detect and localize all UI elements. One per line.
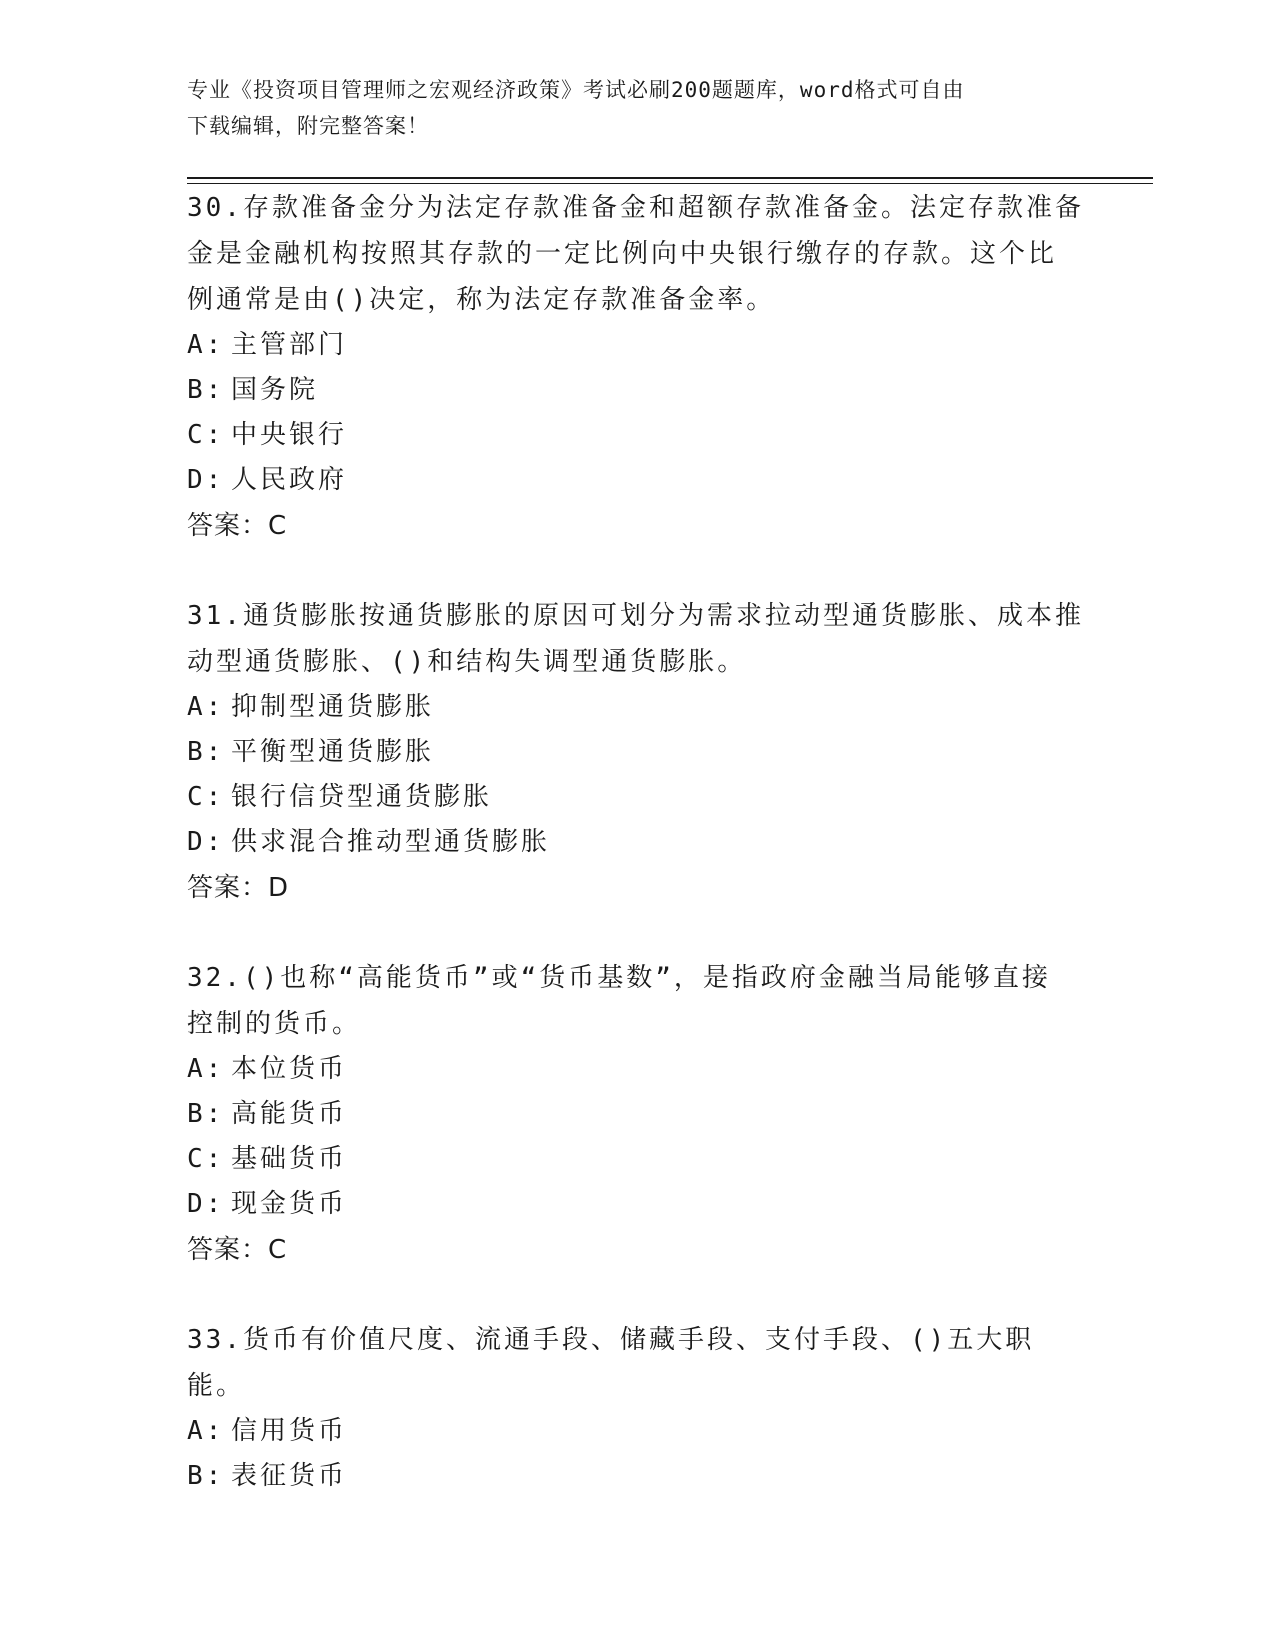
option-letter: A:: [187, 330, 225, 360]
option-letter: D:: [187, 1189, 225, 1219]
option-letter: D:: [187, 465, 225, 495]
option-d: [187, 458, 1087, 503]
option-d: [187, 820, 1087, 865]
option-letter: C:: [187, 782, 225, 812]
option-b: [187, 730, 1087, 775]
question-text-line: 32.()也称“高能货币”或“货币基数”，是指政府金融当局能够直接: [187, 963, 1051, 993]
option-text: 人民政府: [231, 465, 348, 495]
header-line-1: 专业《投资项目管理师之宏观经济政策》考试必刷200题题库，word格式可自由: [187, 78, 965, 102]
option-letter: A:: [187, 1416, 225, 1446]
option-c: [187, 775, 1087, 820]
option-letter: B:: [187, 375, 225, 405]
answer-line: 答案：C: [187, 511, 288, 541]
document-header: [187, 72, 1067, 144]
question-text-line: 金是金融机构按照其存款的一定比例向中央银行缴存的存款。这个比: [187, 239, 1058, 269]
option-text: 平衡型通货膨胀: [231, 737, 435, 767]
question-list: [187, 185, 1087, 1543]
header-rule-thin: [187, 183, 1153, 184]
question-31: [187, 593, 1087, 911]
option-letter: A:: [187, 692, 225, 722]
question-text-line: 例通常是由()决定，称为法定存款准备金率。: [187, 285, 776, 315]
option-text: 信用货币: [231, 1416, 348, 1446]
option-d: [187, 1182, 1087, 1227]
option-letter: C:: [187, 420, 225, 450]
option-a: [187, 685, 1087, 730]
option-c: [187, 1137, 1087, 1182]
option-text: 基础货币: [231, 1144, 348, 1174]
option-a: [187, 1409, 1087, 1454]
question-text-line: 30.存款准备金分为法定存款准备金和超额存款准备金。法定存款准备: [187, 193, 1084, 223]
option-text: 中央银行: [231, 420, 348, 450]
question-33: [187, 1317, 1087, 1499]
option-text: 现金货币: [231, 1189, 348, 1219]
option-text: 表征货币: [231, 1461, 348, 1491]
option-b: [187, 1454, 1087, 1499]
option-letter: A:: [187, 1054, 225, 1084]
option-b: [187, 368, 1087, 413]
question-30: [187, 185, 1087, 549]
option-c: [187, 413, 1087, 458]
option-letter: D:: [187, 827, 225, 857]
option-letter: C:: [187, 1144, 225, 1174]
option-text: 国务院: [231, 375, 319, 405]
header-rule-thick: [187, 177, 1153, 179]
option-text: 抑制型通货膨胀: [231, 692, 435, 722]
answer-line: 答案：C: [187, 1235, 288, 1265]
question-text-line: 控制的货币。: [187, 1009, 362, 1039]
option-letter: B:: [187, 737, 225, 767]
option-letter: B:: [187, 1461, 225, 1491]
question-text-line: 31.通货膨胀按通货膨胀的原因可划分为需求拉动型通货膨胀、成本推: [187, 601, 1084, 631]
option-text: 供求混合推动型通货膨胀: [231, 827, 551, 857]
option-text: 高能货币: [231, 1099, 348, 1129]
option-a: [187, 323, 1087, 368]
option-text: 主管部门: [231, 330, 348, 360]
answer-line: 答案：D: [187, 873, 290, 903]
option-text: 本位货币: [231, 1054, 348, 1084]
option-b: [187, 1092, 1087, 1137]
question-32: [187, 955, 1087, 1273]
option-letter: B:: [187, 1099, 225, 1129]
question-text-line: 33.货币有价值尺度、流通手段、储藏手段、支付手段、()五大职能。: [187, 1325, 1035, 1401]
option-text: 银行信贷型通货膨胀: [231, 782, 493, 812]
question-text-line: 动型通货膨胀、()和结构失调型通货膨胀。: [187, 647, 747, 677]
header-line-2: 下载编辑，附完整答案！: [187, 114, 429, 138]
option-a: [187, 1047, 1087, 1092]
